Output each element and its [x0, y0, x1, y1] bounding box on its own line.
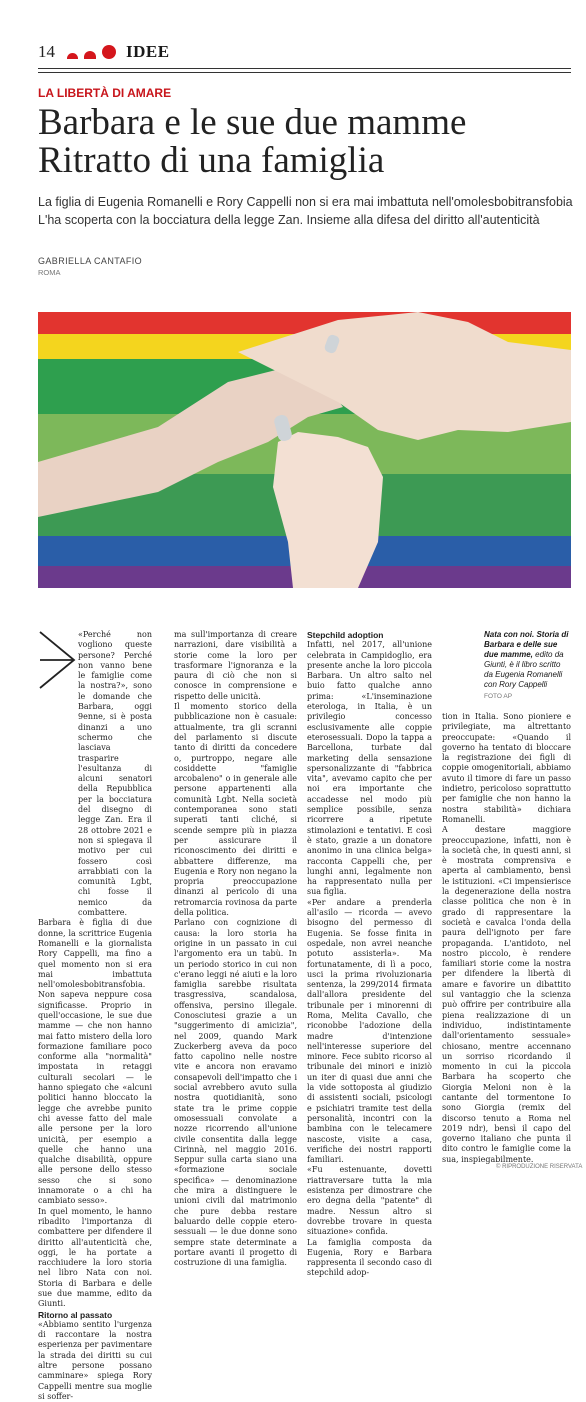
paragraph: Infatti, nel 2017, all'unione celebrata in Campidoglio, era presente anche la loro piccola Barbara. Un altro salto nel buio fatto qualche anno prima: «L'inseminazione eterologa, in Italia, è un privilegio concesso esclusivamente alle coppie eterosessuali. Dopo la tappa a Barcellona, turbate dal marketing della sensazione spersonalizzante di "fabbrica vita", avevamo capito che per noi era importante che accadesse nel modo più semplice possibile, senza ricorrere a ripetute stimolazioni e tentativi. E così è stato, grazie a un donatore anonimo in una clinica belga» racconta Cappelli che, per lunghi anni, legalmente non ha rappresentato nulla per sua figlia. [307, 640, 432, 897]
column-4 [442, 712, 571, 1165]
column-2 [174, 630, 297, 1268]
column-1 [38, 630, 152, 1402]
author: GABRIELLA CANTAFIO [38, 256, 143, 266]
rainbow-flag-hands-photo [38, 312, 571, 588]
page-number: 14 [38, 42, 55, 61]
page-header [38, 42, 170, 62]
location: ROMA [38, 268, 61, 277]
paragraph: Parlano con cognizione di causa: la loro storia ha origine in un passato in cui l'argomento era un tabù. In un periodo storico in cui non c'erano leggi né aiuti e la loro famiglia sarebbe risultata trasgressiva, scandalosa, offensiva, persino illegale. Conosciutesi grazie a un "suggerimento di amicizia", nel 2009, quando Mark Zuckerberg aveva da poco fatto capolino nelle nostre vite e ancora non eravamo consapevoli dell'impatto che i social avrebbero avuto sulla nostra quotidianità, sono state tra le prime coppie omosessuali convolate a nozze ricorrendo all'unione civile consentita dalla legge Cirinnà, nel maggio 2016. Seppur sulla carta siano una «formazione sociale specifica» — denominazione che mira a distinguere le unioni civili dal matrimonio che pure debba restare baluardo delle coppie etero-sessuali — le due donne sono sempre state determinate a portare avanti il progetto di costruzione di una famiglia. [174, 918, 297, 1268]
paragraph: «Abbiamo sentito l'urgenza di raccontare la nostra esperienza per pavimentare la strada dei diritti su cui altre persone possano camminare» spiega Rory Cappelli mentre sua moglie si soffer- [38, 1319, 152, 1401]
headline-line-1: Barbara e le sue due mamme [38, 102, 467, 143]
header-rule [38, 68, 571, 69]
rights-notice: © RIPRODUZIONE RISERVATA [496, 1164, 583, 1170]
paragraph: «Per andare a prenderla all'asilo — ricorda — avevo bisogno del permesso di Eugenia. Se fosse finita in ospedale, non avrei neanche potuto assisterla». Ma fortunatamente, di lì a poco, usci la prima rivoluzionaria sentenza, la 299/2014 firmata dall'allora presidente del tribunale per i minorenni di Roma, Melita Cavallo, che riconobbe l'adozione della madre d'intenzione nell'interesse superiore del minore. Fece subito ricorso al tribunale dei minori e iniziò un iter di quasi due anni che la vide sottoposta al giudizio di assistenti sociali, psicologi e psichiatri tramite test della personalità, incontri con la bambina con le telecamere nascoste, visite a casa, verifiche dei nostri rapporti familiari. [307, 897, 432, 1165]
subheading: Stepchild adoption [307, 630, 384, 640]
column-3 [307, 630, 432, 1279]
paragraph: A destare maggiore preoccupazione, infatti, non è la società che, in questi anni, si è mostrata comprensiva e aperta al cambiamento, bensì le istituzioni. «Ci impensierisce la degenerazione della nostra classe politica che non è in grado di rappresentare la società e cavalca l'onda della paura dell'ignoto per fare propaganda. L'antidoto, nel nostro piccolo, è rendere familiari storie come la nostra per difendere la libertà di amare e favorire un dibattito sul vantaggio che la scienza può offrire per contribuire alla piena realizzazione di un individuo, indistintamente dall'orientamento sessuale» chiosano, mentre accennano un sorriso ricordando il momento in cui la piccola Barbara ha scoperto che Giorgia Meloni non è la cantante del tormentone Io sono Giorgia (remix del discorso tenuto a Roma nel 2019 ndr), bensì il capo del governo italiano che punta il dito contro le famiglie come la sua, inspiegabilmente. [442, 825, 571, 1164]
paragraph: ma sull'importanza di creare narrazioni, dare visibilità a storie come la loro per trasformare l'ignoranza e la paura di ciò che non si conosce in comprensione e rispetto delle unicità. [174, 630, 297, 701]
logo-dots-icon [67, 45, 122, 59]
kicker: LA LIBERTÀ DI AMARE [38, 86, 172, 100]
photo-credit: FOTO AP [484, 693, 513, 700]
headline [38, 104, 573, 180]
paragraph: Barbara è figlia di due donne, la scrittrice Eugenia Romanelli e la giornalista Rory Cappelli, ma fino a quel momento non si era mai imbattuta nell'omolesbobitransfobia. Non sapeva neppure cosa significasse. Proprio in quell'occasione, le sue due mamme — che non hanno mai fatto mistero della loro formazione familiare poco conforme alla "normalità" impostata in retaggi culturali secolari — le hanno spiegato che «alcuni politici hanno bloccato la legge che avrebbe punito chi avesse fatto del male alle persone per la loro unicità, per esempio a quelle che hanno una qualche disabilità, oppure alle persone dello stesso sesso che si sono innamorate o a chi ha cambiato sesso». [38, 918, 152, 1206]
photo-caption [484, 630, 571, 702]
paragraph: Il momento storico della pubblicazione non è casuale: attualmente, tra gli scranni del parlamento si discute tanto di diritti da concedere o, purtroppo, negare alle cosiddette "famiglie arcobaleno" o in generale alle persone appartenenti alla comunità Lgbt. Nella società contemporanea sono stati superati tanti cliché, si scende sempre più in piazza per assicurare il riconoscimento dei diritti e abbattere differenze, ma Eugenia e Rory non negano la propria preoccupazione dinanzi al pericolo di una retromarcia rovinosa da parte della politica. [174, 702, 297, 918]
article-photo [38, 312, 571, 588]
subtitle: La figlia di Eugenia Romanelli e Rory Cappelli non si era mai imbattuta nell'omolesbobitransfobia L'ha scoperta con la bocciatura della legge Zan. Insieme alla difesa del diritto all'autenticità [38, 195, 573, 227]
paragraph: «Fu estenuante, dovetti riattraversare tutta la mia esistenza per dimostrare che ero degna della "patente" di madre. Nessun altro si dovrebbe trovare in questa situazione» confida. [307, 1165, 432, 1237]
subheading: Ritorno al passato [38, 1309, 113, 1320]
paragraph: La famiglia composta da Eugenia, Rory e Barbara rappresenta il secondo caso di stepchild adop- [307, 1237, 432, 1278]
headline-line-2: Ritratto di una famiglia [38, 140, 385, 181]
caption-title: Nata con noi. Storia di Barbara e delle sue due mamme, [484, 630, 569, 659]
header-rule-2 [38, 72, 571, 73]
paragraph: In quel momento, le hanno ribadito l'importanza di combattere per difendere il diritto all'autenticità che, oggi, le ha portate a racchiudere la loro storia nel libro Nata con noi. Storia di Barbara e delle sue due mamme, edito da Giunti. [38, 1206, 152, 1309]
paragraph: «Perché non vogliono queste persone? Perché non vanno bene le famiglie come la nostra?», sono le domande che Barbara, oggi 9enne, si è posta dinanzi a uno schermo che lasciava trasparire l'esultanza di alcuni senatori della Repubblica per la bocciatura del disegno di legge Zan. Era il 28 ottobre 2021 e non si spiegava il motivo per cui fossero così arrabbiati con la comunità Lgbt, chi fosse il nemico da combattere. [78, 630, 152, 918]
paragraph: tion in Italia. Sono pioniere e privilegiate, ma altrettanto preoccupate: «Quando il governo ha tentato di bloccare la registrazione dei figli di coppie omogenitoriali, abbiamo avuto il timore di fare un passo indietro, pericoloso soprattutto per famiglie che non hanno la nostra stabilità» dichiara Romanelli. [442, 712, 571, 824]
caption-text: edito da Giunti, è il libro scritto da Eugenia Romanelli con Rory Cappelli [484, 650, 564, 689]
section-name: IDEE [126, 42, 170, 61]
